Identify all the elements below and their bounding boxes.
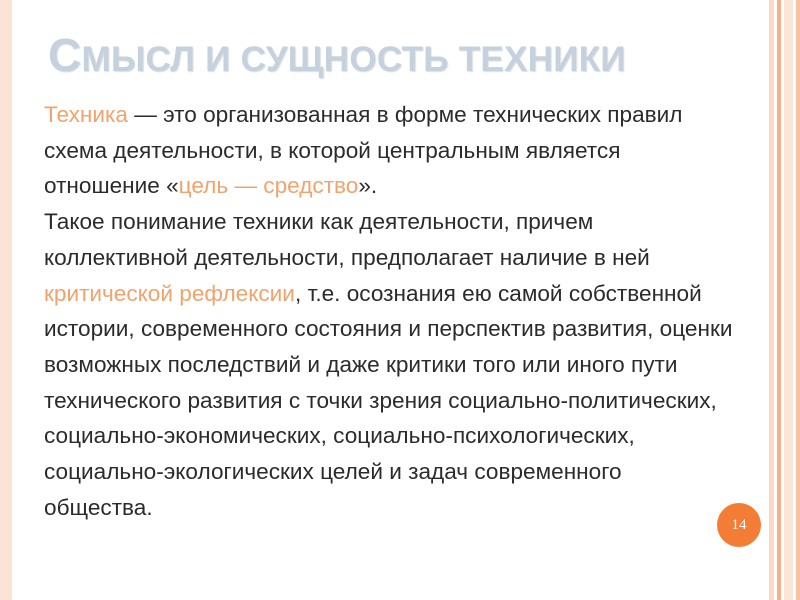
reflection-text-start: Такое понимание техники как деятельности, причем коллективной деятельности, предполагает наличие в ней <box>44 209 650 270</box>
stripe <box>777 0 781 600</box>
definition-paragraph <box>44 97 734 204</box>
critical-reflection-highlight: критической рефлексии <box>44 280 295 306</box>
term-highlight: Техника <box>44 102 128 127</box>
definition-end: ». <box>358 173 378 199</box>
stripe <box>796 0 800 600</box>
reflection-paragraph <box>44 204 734 525</box>
reflection-text-end: , т.е. осознания ею самой собственной истории, современного состояния и перспектив развития, оценки возможных последствий и даже критики того или иного пути технического развития с точки зрения социально-политических, социально-экономических, социально-психологических, социально-экологических целей и задач современного общества. <box>44 280 733 520</box>
stripe <box>784 0 793 600</box>
slide-title <box>48 28 626 82</box>
stripe <box>769 0 774 600</box>
goal-means-highlight: цель — средство <box>178 173 359 199</box>
right-stripe-decoration <box>766 0 800 600</box>
title-first-letter: С <box>48 29 82 81</box>
left-border-decoration <box>0 0 12 600</box>
slide-body <box>44 97 734 525</box>
page-number-badge: 14 <box>717 503 761 547</box>
title-rest: МЫСЛ И СУЩНОСТЬ ТЕХНИКИ <box>81 40 626 79</box>
definition-text: — это организованная в форме технических правил схема деятельности, в которой центральным является отношение « <box>44 102 683 199</box>
